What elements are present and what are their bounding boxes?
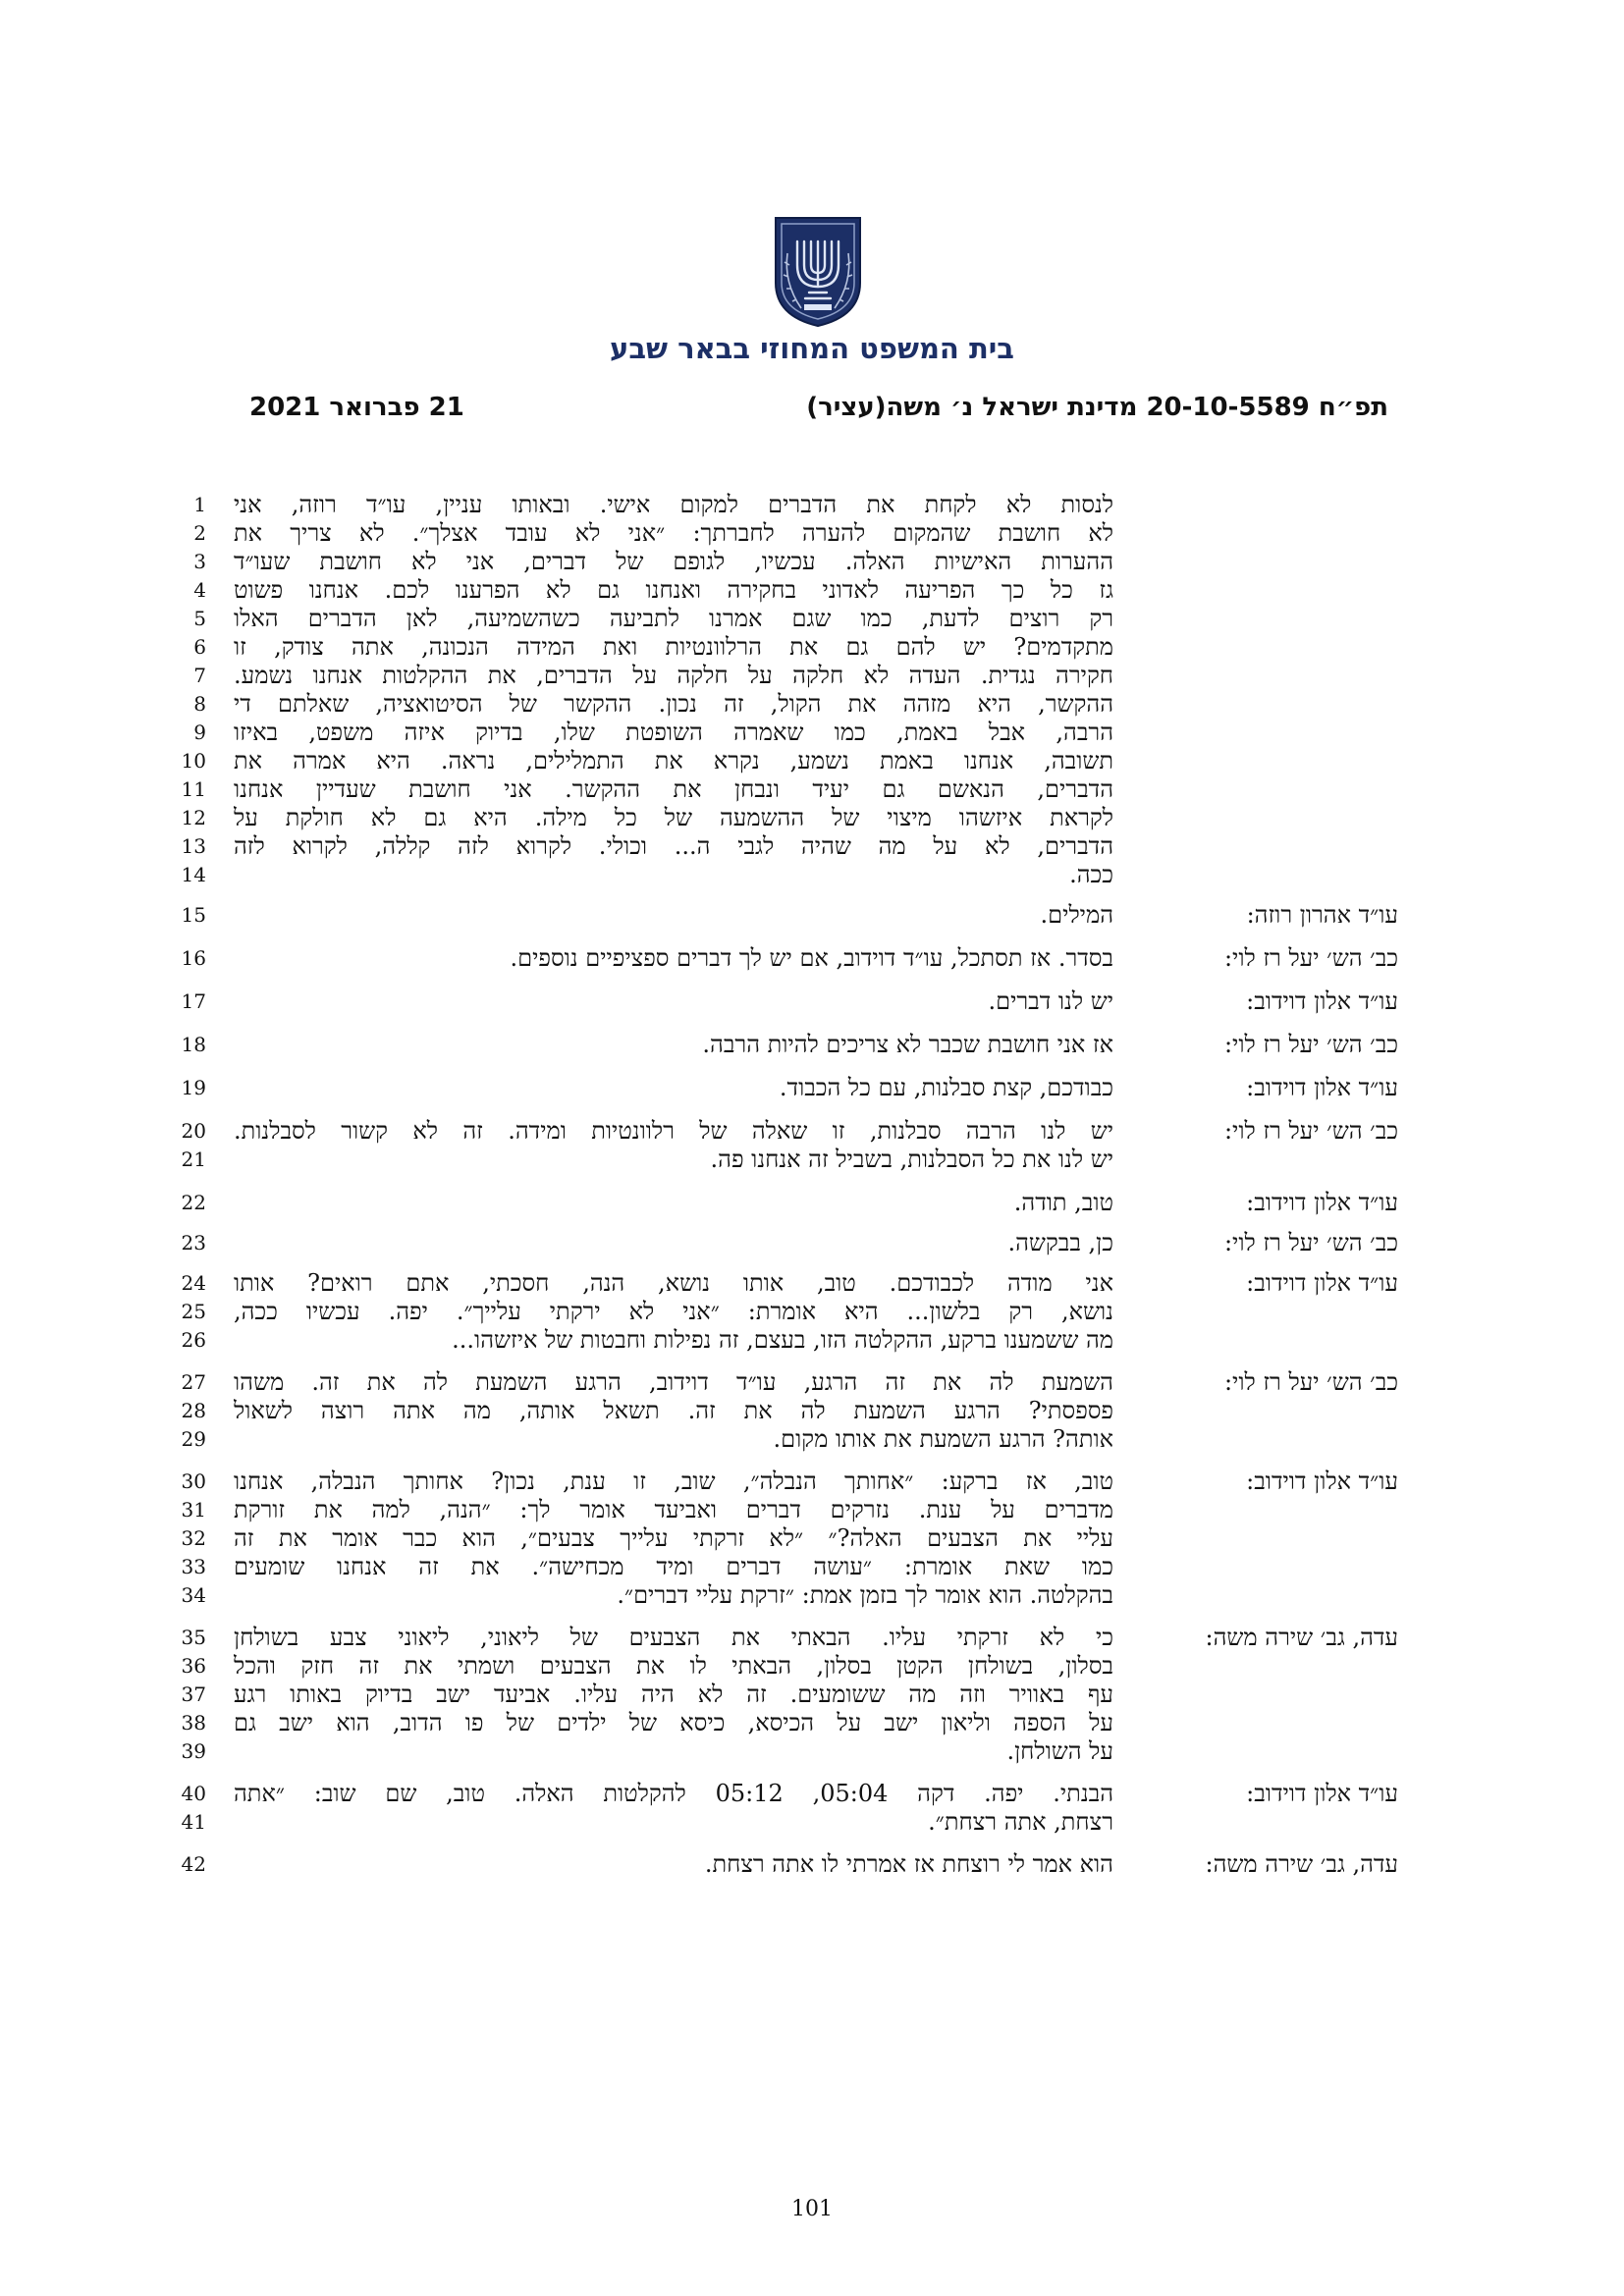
text-line: כי לא זרקתי עליו. הבאתי את הצבעים של ליאוני, ליאוני צבע בשולחן [234,1624,1113,1651]
speaker-label: כב׳ הש׳ יעל רז לוי: [1223,1117,1398,1145]
line-number: 32 [181,1526,206,1550]
text-line: הדברים, הנאשם גם יעיד ונבחן את ההקשר. אני חושבת שעדיין אנחנו [234,775,1113,803]
line-number: 5 [193,607,206,630]
line-number: 22 [181,1191,206,1214]
line-number: 31 [181,1498,206,1522]
transcript-body [147,491,1404,1879]
line-numbers [147,1229,206,1257]
text-line: בסלון, בשולחן הקטן בסלון, הבאתי לו את הצבעים ושמתי את זה חזק והכל [234,1652,1113,1680]
speaker-label: עו״ד אלון דוידוב: [1246,1189,1398,1216]
line-numbers [147,1850,206,1879]
transcript-entry [147,1269,1404,1355]
line-number: 9 [193,721,206,744]
line-numbers [147,901,206,930]
text-line: לא חושבת שהמקום להערה לחברתך: ״אני לא עובד אצלך״. לא צריך את [234,519,1113,547]
line-number: 6 [193,635,206,659]
line-number: 10 [181,749,206,773]
text-line: גז כל כך הפריעה לאדוני בחקירה ואנחנו גם לא הפרענו לכם. אנחנו פשוט [234,576,1113,604]
line-number: 11 [181,777,206,801]
line-number: 29 [181,1427,206,1451]
line-numbers [147,1269,206,1355]
line-numbers [147,1624,206,1766]
text-line: ככה. [1069,861,1113,888]
speaker-label: עדה, גב׳ שירה משה: [1205,1850,1398,1878]
text-line: רצחת, אתה רצחת״. [928,1808,1113,1836]
line-number: 35 [181,1626,206,1649]
text-line: הבנתי. יפה. דקה 05:04, 05:12 להקלטות האלה. טוב, שם שוב: ״אתה [234,1780,1113,1807]
line-number: 27 [181,1370,206,1394]
page-number: 101 [791,2197,833,2221]
speaker-label: עו״ד אלון דוידוב: [1246,1780,1398,1807]
entry-text [234,1850,1113,1879]
speaker-label: כב׳ הש׳ יעל רז לוי: [1223,944,1398,972]
text-line: על השולחן. [1006,1737,1113,1765]
transcript-entry [147,1031,1404,1059]
transcript-entry [147,1117,1404,1174]
text-line: רק רוצים לדעת, כמו שגם אמרנו לתביעה כשהשמיעה, לאן הדברים האלו [234,605,1113,632]
line-numbers [147,1780,206,1837]
text-line: תשובה, אנחנו באמת נשמע, נקרא את התמלילים, נראה. היא אמרה את [234,747,1113,774]
speaker-label: עו״ד אהרון רוזה: [1246,901,1398,929]
text-line: מה ששמענו ברקע, ההקלטה הזו, בעצם, זה נפילות וחבטות של איזשהו... [452,1326,1113,1354]
text-line: הדברים, לא על מה שהיה לגבי ה... וכולי. לקרוא לזה קללה, לקרוא לזה [234,832,1113,860]
line-number: 1 [193,493,206,516]
text-line: כן, בבקשה. [1007,1229,1113,1256]
line-number: 18 [181,1033,206,1056]
line-numbers [147,1468,206,1610]
line-number: 38 [181,1711,206,1735]
text-line: טוב, תודה. [1013,1189,1113,1216]
line-numbers [147,1074,206,1102]
line-number: 7 [193,664,206,687]
line-number: 37 [181,1682,206,1706]
line-number: 14 [181,863,206,886]
text-line: הוא אמר לי רוצחת אז אמרתי לו אתה רצחת. [704,1850,1113,1878]
speaker-label [1113,491,1398,889]
line-numbers [147,1117,206,1174]
text-line: לנסות לא לקחת את הדברים למקום אישי. ובאותו עניין, עו״ד רוזה, אני [234,491,1113,518]
entry-text [234,1269,1113,1355]
text-line: בהקלטה. הוא אומר לך בזמן אמת: ״זרקת עליי דברים״. [617,1581,1113,1609]
text-line: טוב, אז ברקע: ״אחותך הנבלה״, שוב, זו ענת, נכון? אחותך הנבלה, אנחנו [234,1468,1113,1495]
text-line: עף באוויר וזה מה ששומעים. זה לא היה עליו. אביעד ישב בדיוק באותו רגע [234,1681,1113,1708]
transcript-entry [147,1189,1404,1217]
line-numbers [147,491,206,889]
text-line: נושא, רק בלשון... היא אומרת: ״אני לא ירקתי עלייך״. יפה. עכשיו ככה, [234,1298,1113,1325]
line-number: 36 [181,1654,206,1678]
hearing-date: 21 פברואר 2021 [249,393,464,422]
text-line: כמו שאת אומרת: ״עושה דברים ומיד מכחישה״. את זה אנחנו שומעים [234,1553,1113,1580]
line-number: 25 [181,1300,206,1323]
text-line: לקראת איזשהו מיצוי של ההשמעה של כל מילה. היא גם לא חולקת על [234,804,1113,831]
entry-text [234,901,1113,930]
line-number: 34 [181,1583,206,1607]
line-number: 15 [181,903,206,927]
text-line: על הספה וליאון ישב על הכיסא, כיסא של ילדים של פו הדוב, הוא ישב גם [234,1709,1113,1736]
speaker-label: כב׳ הש׳ יעל רז לוי: [1223,1031,1398,1058]
speaker-label: כב׳ הש׳ יעל רז לוי: [1223,1368,1398,1396]
text-line: יש לנו דברים. [988,988,1113,1015]
line-number: 30 [181,1469,206,1493]
line-number: 16 [181,946,206,970]
line-number: 28 [181,1399,206,1422]
line-number: 21 [181,1148,206,1171]
transcript-entry [147,988,1404,1016]
line-number: 19 [181,1076,206,1099]
transcript-entry [147,1850,1404,1879]
court-name: בית המשפט המחוזי בבאר שבע [610,332,1014,365]
entry-text [234,944,1113,973]
entry-text [234,1780,1113,1837]
line-number: 23 [181,1231,206,1255]
text-line: הרבה, אבל באמת, כמו שאמרה השופטת שלו, בדיוק איזה משפט, באיזו [234,719,1113,746]
line-numbers [147,1031,206,1059]
transcript-entry [147,901,1404,930]
entry-text [234,1229,1113,1257]
line-number: 26 [181,1328,206,1352]
speaker-label: כב׳ הש׳ יעל רז לוי: [1223,1229,1398,1256]
line-number: 20 [181,1119,206,1143]
text-line: אני מודה לכבודכם. טוב, אותו נושא, הנה, חסכתי, אתם רואים? אותו [234,1269,1113,1297]
transcript-entry [147,491,1404,889]
line-number: 33 [181,1555,206,1578]
transcript-entry [147,1624,1404,1766]
text-line: בסדר. אז תסתכל, עו״ד דוידוב, אם יש לך דברים ספציפיים נוספים. [510,944,1113,972]
line-number: 42 [181,1852,206,1876]
line-number: 40 [181,1782,206,1805]
text-line: מתקדמים? יש להם גם את הרלוונטיות ואת המידה הנכונה, אתה צודק, זו [234,633,1113,661]
text-line: עליי את הצבעים האלה?״ ״לא זרקתי עלייך צבעים״, הוא כבר אומר את זה [234,1524,1113,1552]
line-number: 24 [181,1271,206,1295]
entry-text [234,1117,1113,1174]
transcript-entry [147,1368,1404,1454]
entry-text [234,1189,1113,1217]
line-number: 2 [193,521,206,545]
transcript-entry [147,1074,1404,1102]
entry-text [234,988,1113,1016]
transcript-entry [147,1229,1404,1257]
transcript-entry [147,1468,1404,1610]
line-number: 41 [181,1810,206,1834]
text-line: ההקשר, היא מזהה את הקול, זה נכון. ההקשר של הסיטואציה, שאלתם די [234,690,1113,718]
text-line: אותה? הרגע השמעת את אותו מקום. [773,1425,1113,1453]
entry-text [234,1031,1113,1059]
entry-text [234,1368,1113,1454]
speaker-label: עו״ד אלון דוידוב: [1246,1074,1398,1101]
transcript-entry [147,1780,1404,1837]
line-numbers [147,1189,206,1217]
text-line: יש לנו הרבה סבלנות, זו שאלה של רלוונטיות ומידה. זה לא קשור לסבלנות. [234,1117,1113,1145]
transcript-entry [147,944,1404,973]
line-numbers [147,988,206,1016]
entry-text [234,491,1113,889]
state-emblem-icon [772,214,864,330]
speaker-label: עדה, גב׳ שירה משה: [1205,1624,1398,1651]
speaker-label: עו״ד אלון דוידוב: [1246,988,1398,1015]
speaker-label: עו״ד אלון דוידוב: [1246,1468,1398,1495]
text-line: חקירה נגדית. העדה לא חלקה על חלקה על הדברים, את ההקלטות אנחנו נשמע. [234,662,1113,689]
entry-text [234,1468,1113,1610]
entry-text [234,1074,1113,1102]
text-line: המילים. [1040,901,1113,929]
line-numbers [147,1368,206,1454]
line-number: 8 [193,692,206,716]
speaker-label: עו״ד אלון דוידוב: [1246,1269,1398,1297]
line-number: 12 [181,806,206,829]
entry-text [234,1624,1113,1766]
line-number: 4 [193,578,206,602]
text-line: ההערות האישיות האלה. עכשיו, לגופם של דברים, אני לא חושבת שעו״ד [234,548,1113,575]
line-numbers [147,944,206,973]
line-number: 13 [181,834,206,858]
text-line: פספסתי? הרגע השמעת לה את זה. תשאל אותה, מה אתה רוצה לשאול [234,1397,1113,1424]
line-number: 17 [181,989,206,1013]
line-number: 39 [181,1739,206,1763]
text-line: מדברים על ענת. נזרקים דברים ואביעד אומר לך: ״הנה, למה את זורקת [234,1496,1113,1523]
case-title: תפ״ח 20-10-5589 מדינת ישראל נ׳ משה(עציר) [806,393,1388,422]
line-number: 3 [193,550,206,573]
text-line: יש לנו את כל הסבלנות, בשביל זה אנחנו פה. [710,1146,1113,1173]
text-line: אז אני חושבת שכבר לא צריכים להיות הרבה. [702,1031,1113,1058]
text-line: השמעת לה את זה הרגע, עו״ד דוידוב, הרגע השמעת לה את זה. משהו [234,1368,1113,1396]
text-line: כבודכם, קצת סבלנות, עם כל הכבוד. [779,1074,1113,1101]
